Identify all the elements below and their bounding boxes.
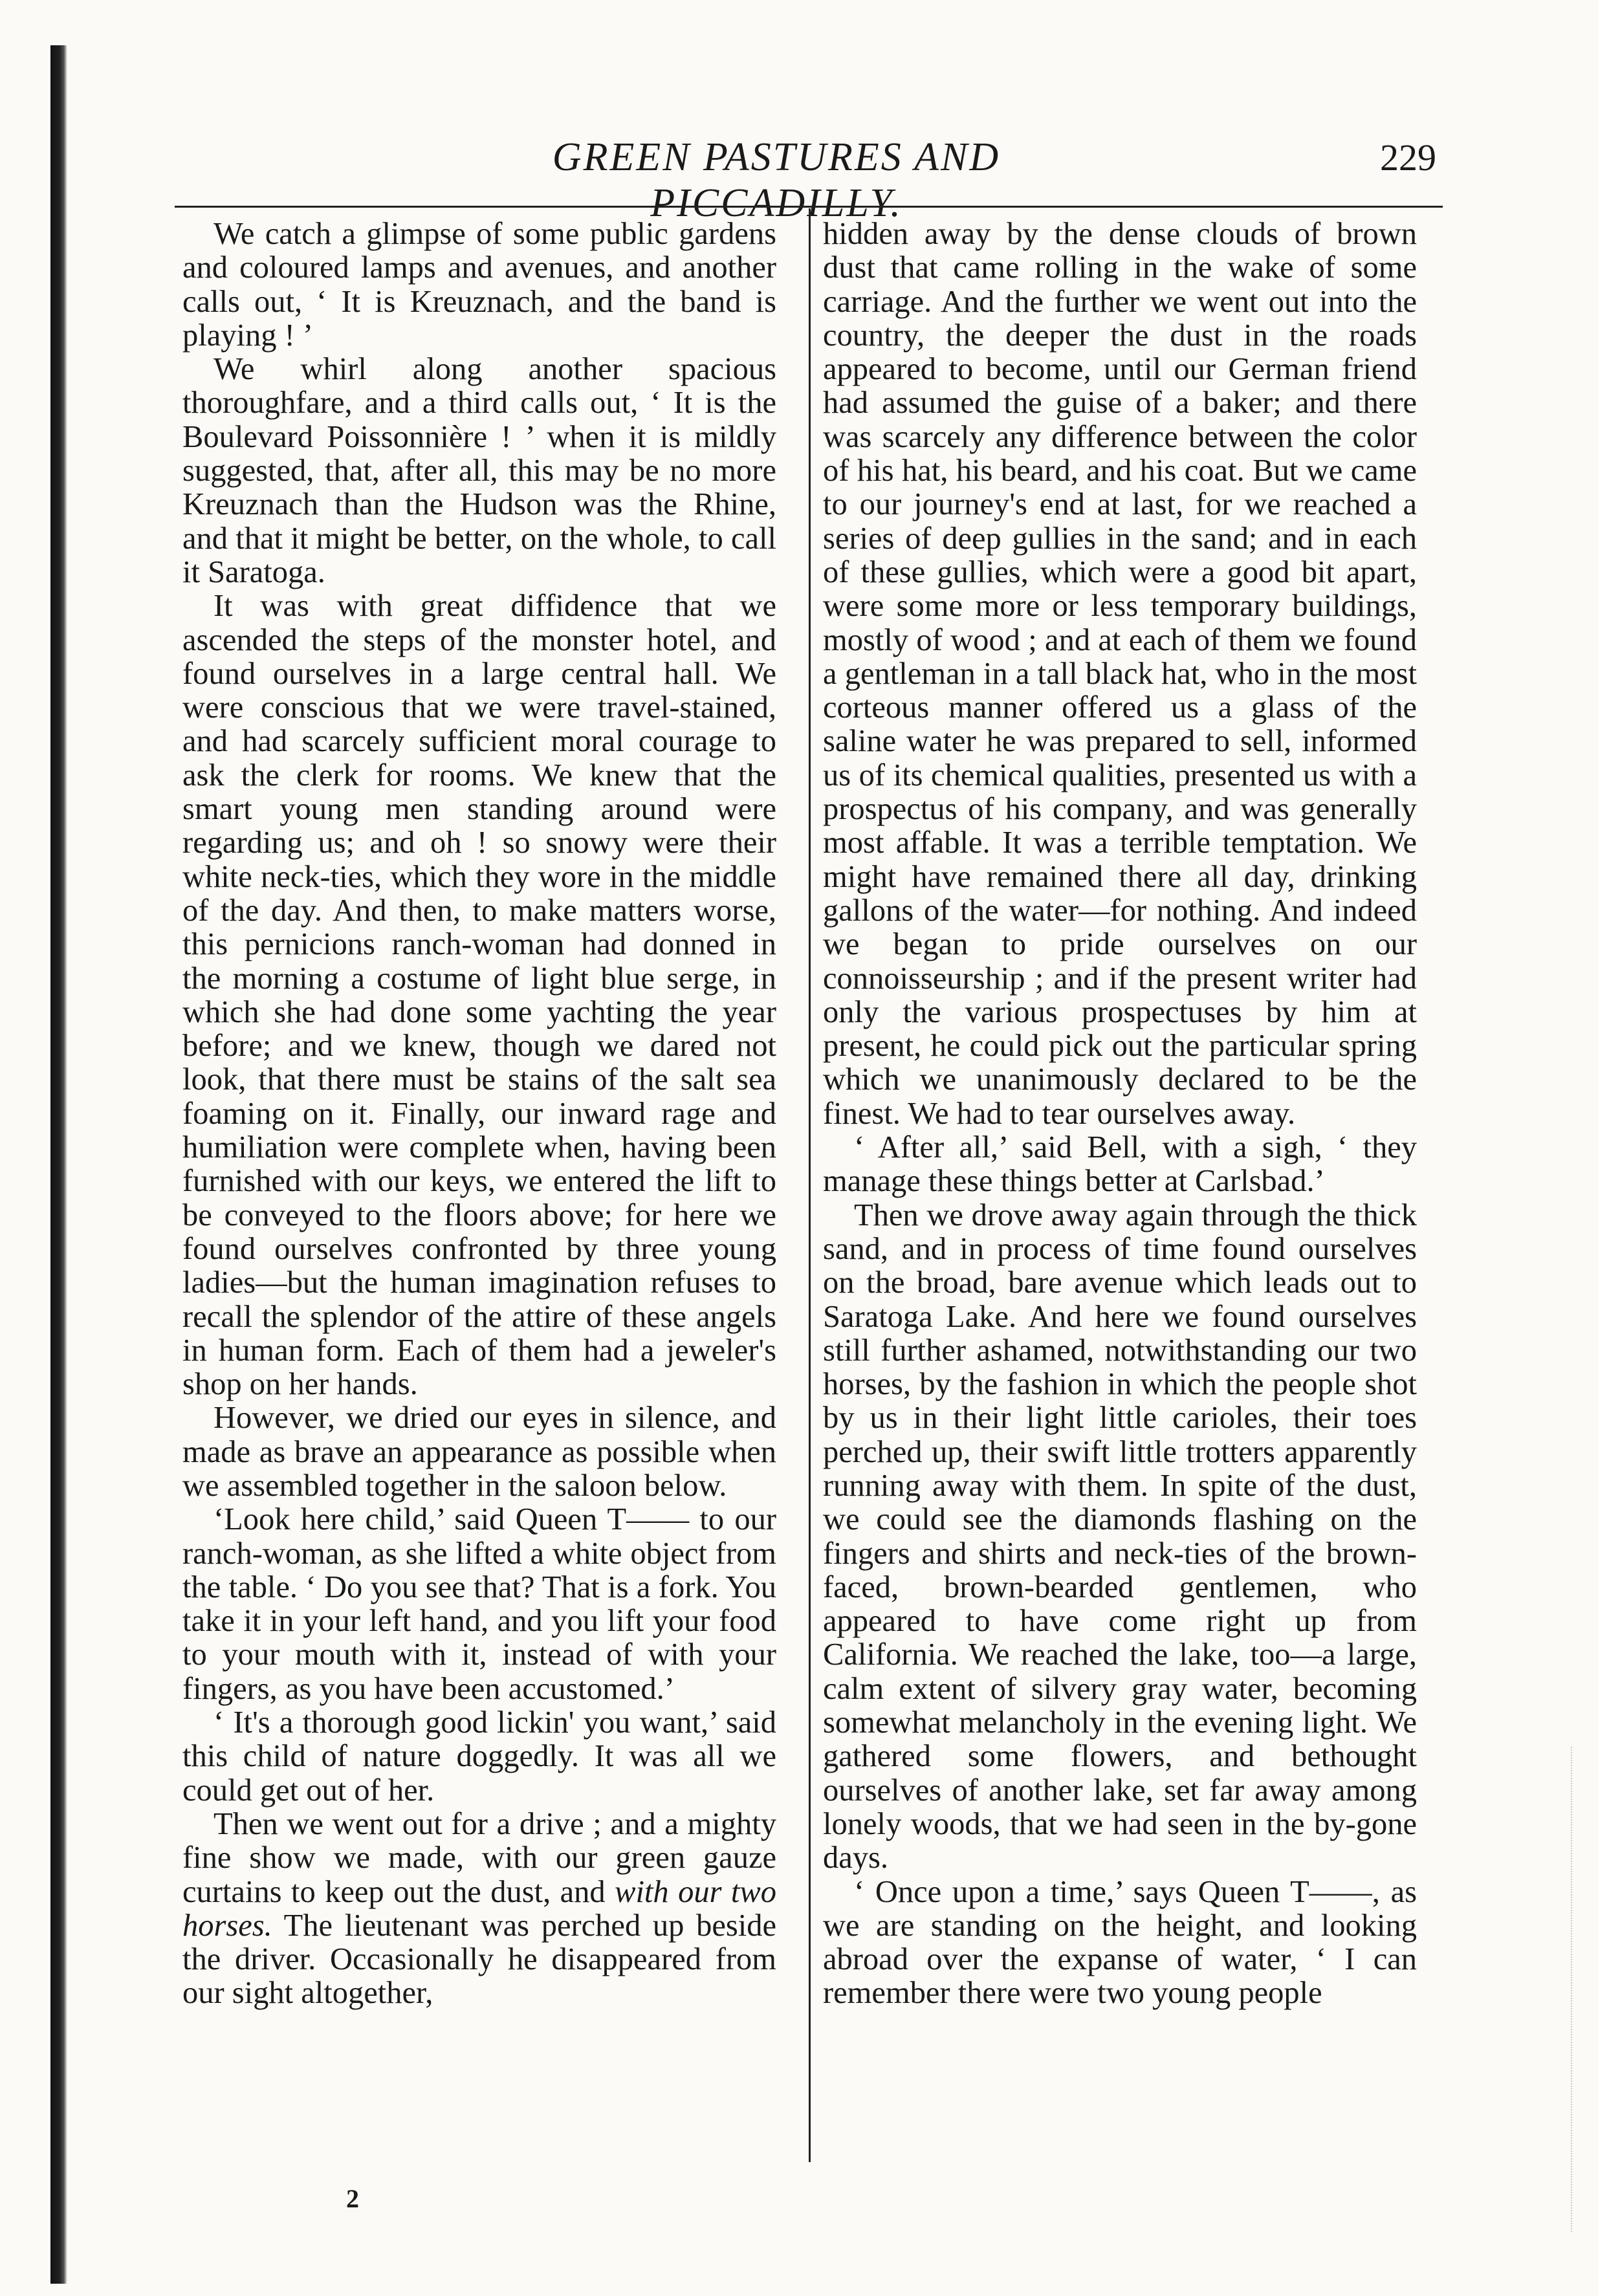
running-title: GREEN PASTURES AND PICCADILLY. [552,135,1001,225]
paragraph: However, we dried our eyes in silence, and made as brave an appearance as possible when we assembled together in the saloon below. [182,1401,776,1503]
paragraph: ‘ After all,’ said Bell, with a sigh, ‘ they manage these things better at Carlsbad.’ [823,1130,1417,1199]
page-header [194,122,1436,225]
page-number: 229 [1380,137,1436,179]
paragraph: We catch a glimpse of some public gardens and coloured lamps and avenues, and another calls out, ‘ It is Kreuznach, and the band is playing ! ’ [182,217,776,353]
paragraph: It was with great diffidence that we ascended the steps of the monster hotel, and found ourselves in a large central hall. We were conscious that we were travel-stained, and had scarcely sufficient moral courage to ask the clerk for rooms. We knew that the smart young men standing around were regarding us; and oh ! so snowy were their white neck-ties, which they wore in the middle of the day. And then, to make matters worse, this pernicions ranch-woman had donned in the morning a costume of light blue serge, in which she had done some yachting the year before; and we knew, though we dared not look, that there must be stains of the salt sea foaming on it. Finally, our inward rage and humiliation were complete when, having been furnished with our keys, we entered the lift to be conveyed to the floors above; for here we found ourselves confronted by three young ladies—but the human imagination refuses to recall the splendor of the attire of these angels in human form. Each of them had a jeweler's shop on her hands. [182,589,776,1402]
paragraph: ‘Look here child,’ said Queen T—— to our ranch-woman, as she lifted a white object from the table. ‘ Do you see that? That is a fork. You take it in your left hand, and you lift your food to your mouth with it, instead of with your fingers, as you have been accustomed.’ [182,1502,776,1706]
paragraph-text: The lieutenant was perched up beside the driver. Occasionally he disappeared from our sight altogether, [182,1908,776,2011]
paragraph: Then we drove away again through the thick sand, and in process of time found ourselves on the broad, bare avenue which leads out to Saratoga Lake. And here we found ourselves still further ashamed, notwithstanding our two horses, by the fashion in which the people shot by us in their light little carioles, their toes perched up, their swift little trotters apparently running away with them. In spite of the dust, we could see the diamonds flashing on the fingers and shirts and neck-ties of the brown-faced, brown-bearded gentlemen, who appeared to have come right up from California. We reached the lake, too—a large, calm extent of silvery gray water, becoming somewhat melancholy in the evening light. We gathered some flowers, and bethought ourselves of another lake, set far away among lonely woods, that we had seen in the by-gone days. [823,1197,1417,1875]
header-rule [175,206,1443,208]
column-divider [809,208,811,2162]
paragraph: ‘ It's a thorough good lickin' you want,’ said this child of nature doggedly. It was all we could get out of her. [182,1705,776,1808]
paragraph [182,1808,776,2011]
signature-mark: 2 [346,2184,359,2213]
paragraph: ‘ Once upon a time,’ says Queen T——, as we are standing on the height, and looking abroad over the expanse of water, ‘ I can remember there were two young people [823,1874,1417,2011]
paragraph-text: Then we went out for a drive ; and a mighty fine show we made, with our green gauze curtains to keep out the dust, and [182,1806,776,1909]
scan-marks [1551,1747,1572,2232]
left-column [182,217,776,2011]
binding-edge [50,45,67,2284]
right-column [823,217,1417,2011]
paragraph: We whirl along another spacious thoroughfare, and a third calls out, ‘ It is the Boulevard Poissonnière ! ’ when it is mildly suggested, that, after all, this may be no more Kreuznach than the Hudson was the Rhine, and that it might be better, on the whole, to call it Saratoga. [182,352,776,589]
italic-phrase: with our two horses. [182,1874,776,1943]
paragraph: hidden away by the dense clouds of brown dust that came rolling in the wake of some carriage. And the further we went out into the country, the deeper the dust in the roads appeared to become, until our German friend had assumed the guise of a baker; and there was scarcely any difference between the color of his hat, his beard, and his coat. But we came to our journey's end at last, for we reached a series of deep gullies in the sand; and in each of these gullies, which were a good bit apart, were some more or less temporary buildings, mostly of wood ; and at each of them we found a gentleman in a tall black hat, who in the most corteous manner offered us a glass of the saline water he was prepared to sell, informed us of its chemical qualities, presented us with a prospectus of his company, and was generally most affable. It was a terrible temptation. We might have remained there all day, drinking gallons of the water—for nothing. And indeed we began to pride ourselves on our connoisseurship ; and if the present writer had only the various prospectuses by him at present, he could pick out the particular spring which we unanimously declared to be the finest. We had to tear ourselves away. [823,217,1417,1131]
